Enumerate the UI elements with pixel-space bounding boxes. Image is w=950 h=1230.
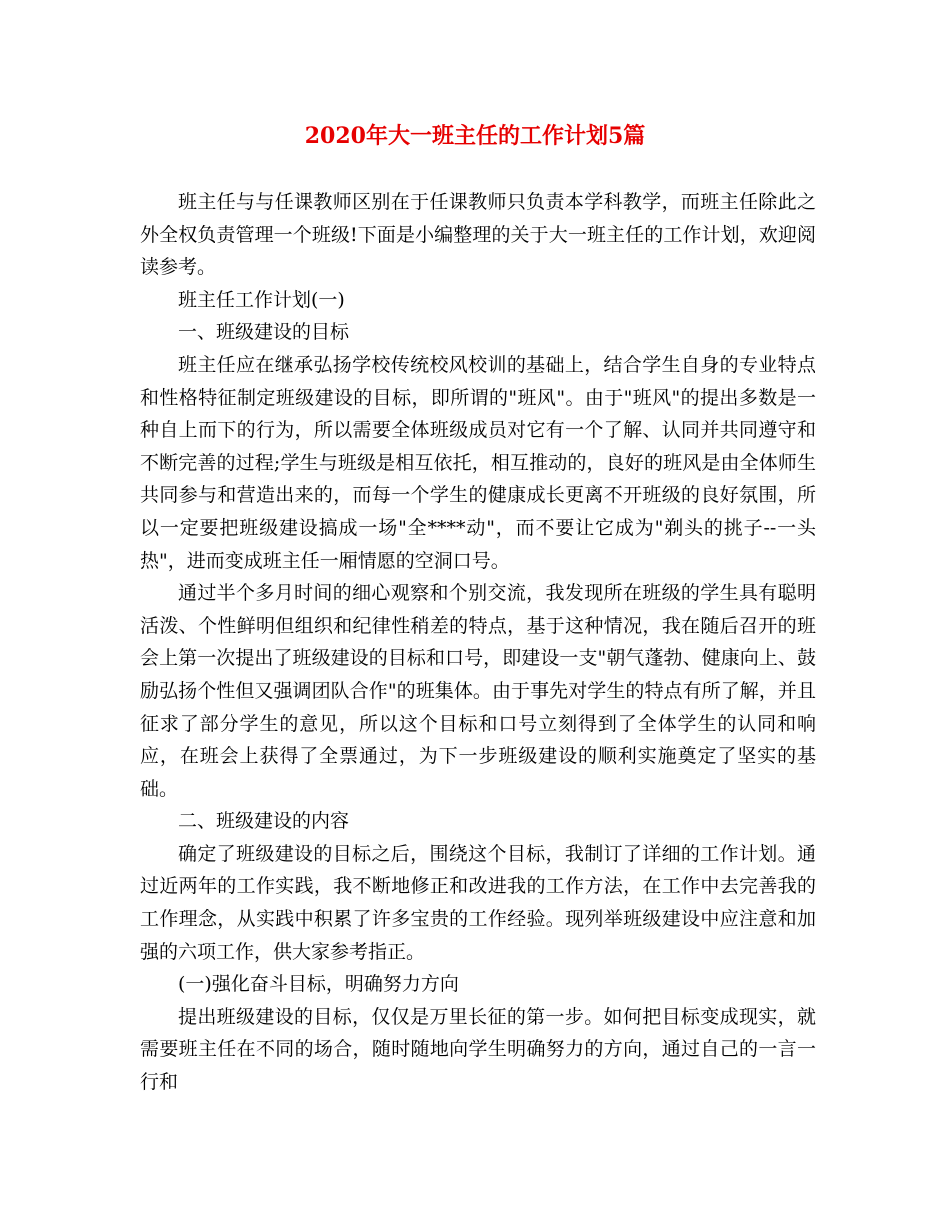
intro-paragraph: 班主任与与任课教师区别在于任课教师只负责本学科教学，而班主任除此之外全权负责管理一个班级!下面是小编整理的关于大一班主任的工作计划，欢迎阅读参考。 bbox=[140, 191, 816, 279]
body-paragraph: 确定了班级建设的目标之后，围绕这个目标，我制订了详细的工作计划。通过近两年的工作实践，我不断地修正和改进我的工作方法，在工作中去完善我的工作理念，从实践中积累了许多宝贵的工作经验。现列举班级建设中应注意和加强的六项工作，供大家参考指正。 bbox=[140, 842, 816, 963]
section-heading-plan-1: 班主任工作计划(一) bbox=[178, 288, 345, 311]
subsection-heading-content: 二、班级建设的内容 bbox=[178, 810, 350, 833]
body-paragraph: 提出班级建设的目标，仅仅是万里长征的第一步。如何把目标变成现实，就需要班主任在不同的场合，随时随地向学生明确努力的方向，通过自己的一言一行和 bbox=[140, 1005, 816, 1094]
body-paragraph: 通过半个多月时间的细心观察和个别交流，我发现所在班级的学生具有聪明活泼、个性鲜明但组织和纪律性稍差的特点，基于这种情况，我在随后召开的班会上第一次提出了班级建设的目标和口号，即建设一支"朝气蓬勃、健康向上、鼓励弘扬个性但又强调团队合作"的班集体。由于事先对学生的特点有所了解，并且征求了部分学生的意见，所以这个目标和口号立刻得到了全体学生的认同和响应，在班会上获得了全票通过，为下一步班级建设的顺利实施奠定了坚实的基础。 bbox=[140, 582, 816, 800]
subsection-heading-goal: 一、班级建设的目标 bbox=[178, 321, 350, 344]
document-body bbox=[140, 186, 816, 1099]
body-paragraph: 班主任应在继承弘扬学校传统校风校训的基础上，结合学生自身的专业特点和性格特征制定班级建设的目标，即所谓的"班风"。由于"班风"的提出多数是一种自上而下的行为，所以需要全体班级成员对它有一个了解、认同并共同遵守和不断完善的过程;学生与班级是相互依托，相互推动的，良好的班风是由全体师生共同参与和营造出来的，而每一个学生的健康成长更离不开班级的良好氛围，所以一定要把班级建设搞成一场"全****动"，而不要让它成为"剃头的挑子--一头热"，进而变成班主任一厢情愿的空洞口号。 bbox=[140, 353, 816, 572]
document-title: 2020年大一班主任的工作计划5篇 bbox=[304, 123, 646, 149]
item-heading: (一)强化奋斗目标，明确努力方向 bbox=[178, 973, 459, 996]
